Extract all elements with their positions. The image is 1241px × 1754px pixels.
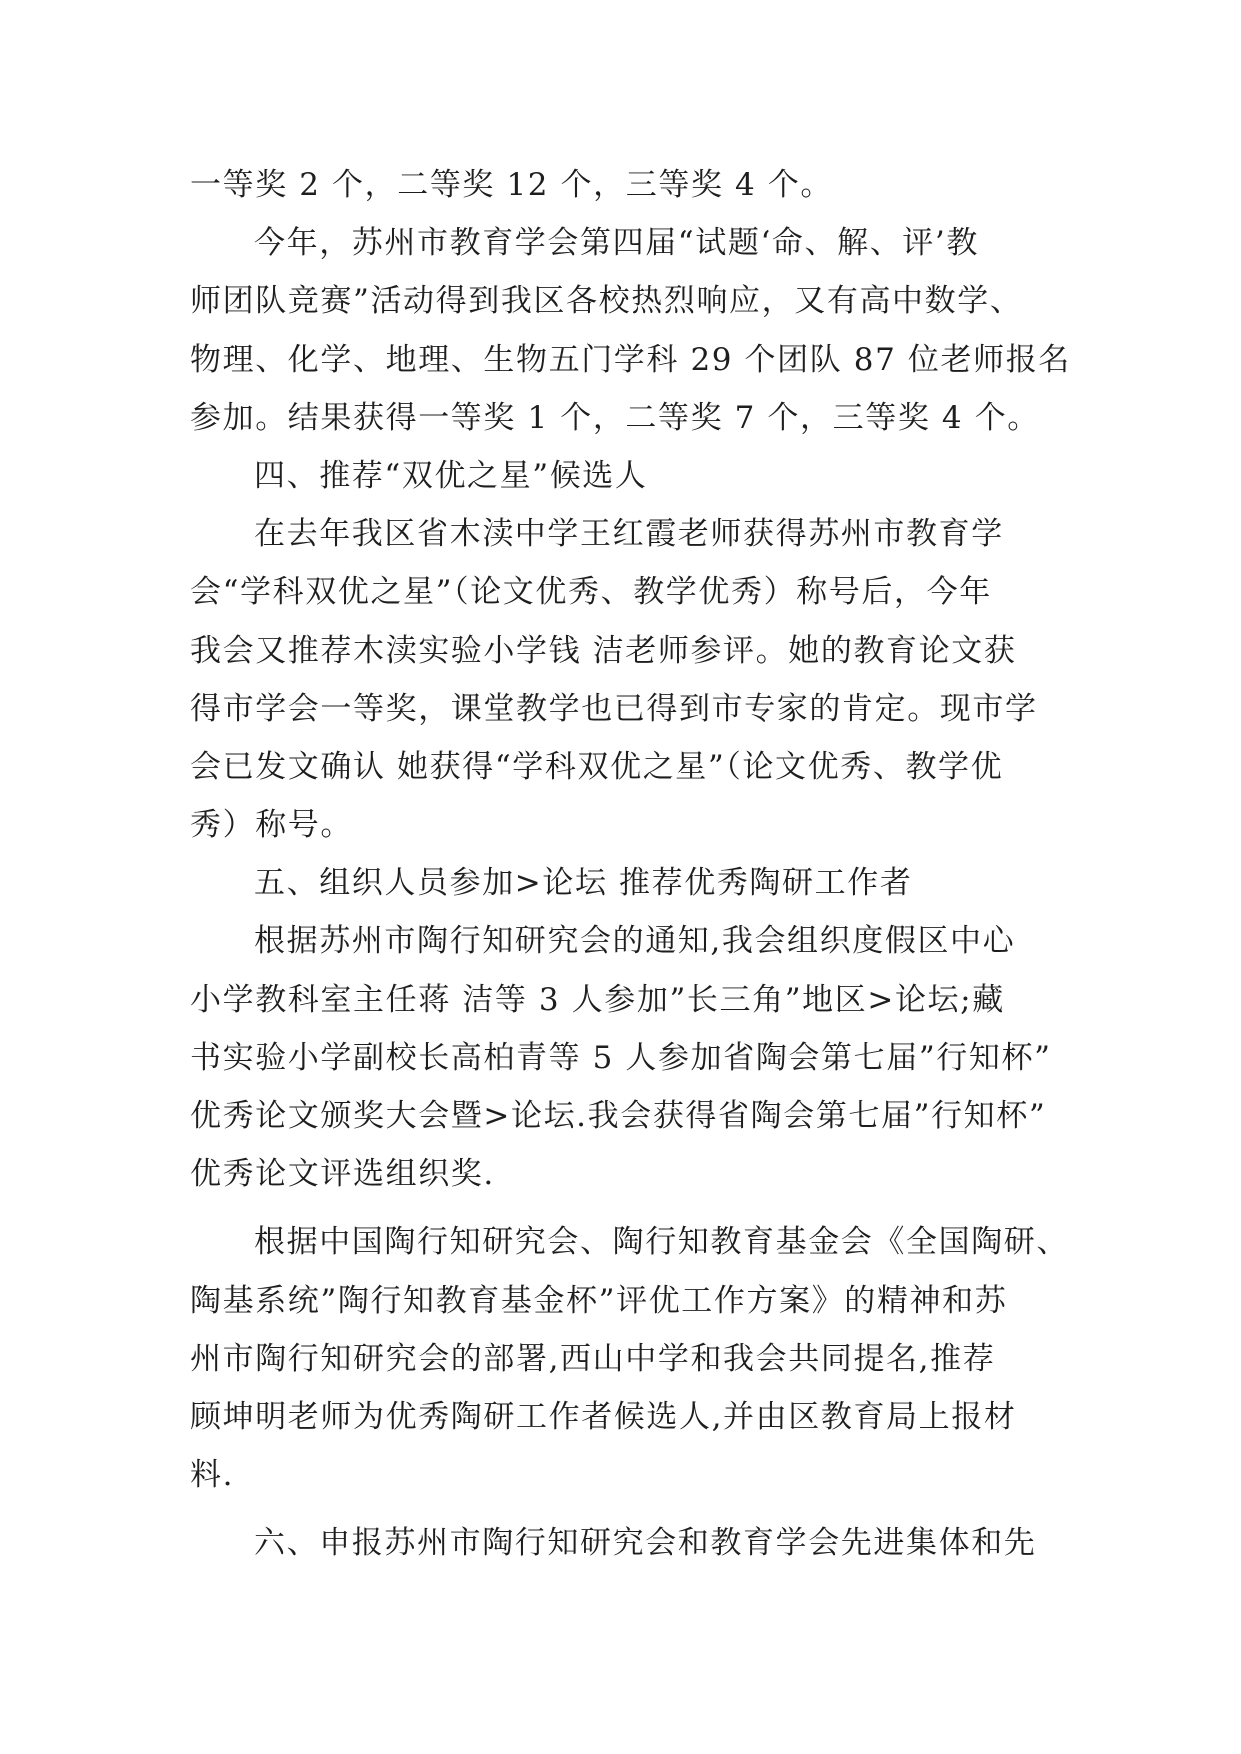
text-line: 秀）称号。 (190, 807, 353, 844)
document-body (190, 156, 1071, 1573)
text-line: 书实验小学副校长高柏青等 5 人参加省陶会第七届”行知杯” (190, 1039, 1052, 1076)
text-line: 优秀论文评选组织奖. (190, 1156, 495, 1193)
paragraph-start-line: 在去年我区省木渎中学王红霞老师获得苏州市教育学 (254, 516, 1004, 553)
text-line: 一等奖 2 个，二等奖 12 个，三等奖 4 个。 (190, 167, 834, 203)
paragraph-start-line: 根据中国陶行知研究会、陶行知教育基金会《全国陶研、 (254, 1224, 1069, 1261)
text-line: 得市学会一等奖，课堂教学也已得到市专家的肯定。现市学 (190, 690, 1038, 727)
paragraph-gap (190, 1203, 1060, 1213)
text-line: 料. (190, 1457, 235, 1494)
section-heading-4: 四、推荐“双优之星”候选人 (254, 457, 648, 494)
text-line: 小学教科室主任蒋 洁等 3 人参加”长三角”地区>论坛;藏 (190, 981, 1005, 1018)
text-line: 陶基系统”陶行知教育基金杯”评优工作方案》的精神和苏 (190, 1282, 1008, 1319)
text-line: 州市陶行知研究会的部署,西山中学和我会共同提名,推荐 (190, 1340, 996, 1377)
text-line: 会已发文确认 她获得“学科双优之星”（论文优秀、教学优 (190, 748, 1004, 785)
text-line: 优秀论文颁奖大会暨>论坛.我会获得省陶会第七届”行知杯” (190, 1098, 1047, 1134)
section-heading-6: 六、申报苏州市陶行知研究会和教育学会先进集体和先 (254, 1525, 1037, 1562)
text-line: 师团队竞赛”活动得到我区各校热烈响应，又有高中数学、 (190, 283, 1023, 320)
text-line: 物理、化学、地理、生物五门学科 29 个团队 87 位老师报名 (190, 341, 1071, 378)
section-heading-5: 五、组织人员参加>论坛 推荐优秀陶研工作者 (254, 865, 913, 902)
text-line: 参加。结果获得一等奖 1 个，二等奖 7 个，三等奖 4 个。 (190, 399, 1040, 436)
paragraph-start-line: 根据苏州市陶行知研究会的通知,我会组织度假区中心 (254, 923, 1016, 960)
paragraph-gap (190, 1504, 1060, 1514)
text-line: 会“学科双优之星”（论文优秀、教学优秀）称号后，今年 (190, 574, 992, 611)
text-line: 顾坤明老师为优秀陶研工作者候选人,并由区教育局上报材 (190, 1398, 1017, 1435)
paragraph-start-line: 今年，苏州市教育学会第四届“试题‘命、解、评’教 (254, 225, 979, 262)
text-line: 我会又推荐木渎实验小学钱 洁老师参评。她的教育论文获 (190, 632, 1017, 669)
